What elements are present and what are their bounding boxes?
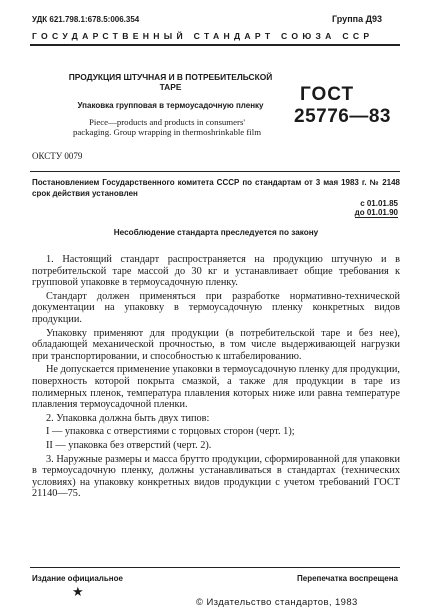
paragraph-4: Не допускается применение упаковки в термоусадочную пленку для продукции, поверхность которой покрыта смазкой, а также для продукции в таре из полимерных пленок, температура плавления которых ниже или равна температуре плавления термоусадочной пленки. [32, 364, 400, 411]
title-en-line1: Piece—products and products in consumers' [89, 117, 245, 127]
reprint-forbidden-label: Перепечатка воспрещена [297, 574, 398, 583]
paragraph-1: 1. Настоящий стандарт распространяется на продукцию штучную и в потребительской таре массой до 30 кг и устанавливает общие требования к групповой упаковке в термоусадочную пленку. [32, 254, 400, 289]
title-ru-line1: ПРОДУКЦИЯ ШТУЧНАЯ И В ПОТРЕБИТЕЛЬСКОЙ [68, 72, 273, 82]
paragraph-3: Упаковку применяют для продукции (в потребительской таре и без нее), обладающей механической прочностью, в том числе выдерживающей нагрузки при транспортировании, и способностью к штабелированию. [32, 327, 400, 362]
state-standard-header: ГОСУДАРСТВЕННЫЙ СТАНДАРТ СОЮЗА ССР [32, 31, 374, 41]
paragraph-5: 2. Упаковка должна быть двух типов: [46, 412, 210, 424]
body-text [32, 254, 400, 502]
star-icon: ★ [72, 584, 84, 599]
title-en-line2: packaging. Group wrapping in thermoshrinkable film [72, 127, 262, 137]
middle-rule [30, 171, 400, 172]
title-block [48, 72, 293, 92]
gost-number: 25776—83 [294, 106, 391, 127]
title-ru-line2: ТАРЕ [159, 82, 182, 92]
title-en [36, 117, 298, 137]
title-ru-subtitle: Упаковка групповая в термоусадочную пленку [77, 101, 264, 110]
validity-to [355, 208, 398, 217]
paragraph-2: Стандарт должен применяться при разработке нормативно-технической документации на упаковку в термоусадочную пленку конкретных видов продукции. [32, 290, 400, 325]
top-rule [30, 44, 400, 46]
okstu-code: ОКСТУ 0079 [32, 151, 83, 161]
copyright: © Издательство стандартов, 1983 [196, 597, 358, 608]
paragraph-6: I — упаковка с отверстиями с торцовых сторон (черт. 1); [46, 426, 295, 438]
legal-warning: Несоблюдение стандарта преследуется по закону [113, 228, 319, 237]
udk-code: УДК 621.798.1:678.5:006.354 [32, 15, 140, 24]
decree-text: Постановлением Государственного комитета СССР по стандартам от 3 мая 1983 г. № 2148 срок действия установлен [32, 178, 400, 198]
official-edition-label: Издание официальное [32, 574, 123, 583]
bottom-rule [30, 567, 400, 568]
validity-to-text: до 01.01.90 [354, 208, 398, 217]
group-code: Группа Д93 [332, 14, 382, 24]
paragraph-7: II — упаковка без отверстий (черт. 2). [46, 439, 212, 451]
gost-label: ГОСТ [300, 84, 355, 105]
validity-from: с 01.01.85 [360, 199, 398, 208]
paragraph-8: 3. Наружные размеры и масса брутто продукции, сформированной для упаковки в термоусадочную пленку, должны устанавливаться в стандартах (технических условиях) на упаковку конкретных видов продукции с учетом требований ГОСТ 21140—75. [32, 453, 400, 500]
